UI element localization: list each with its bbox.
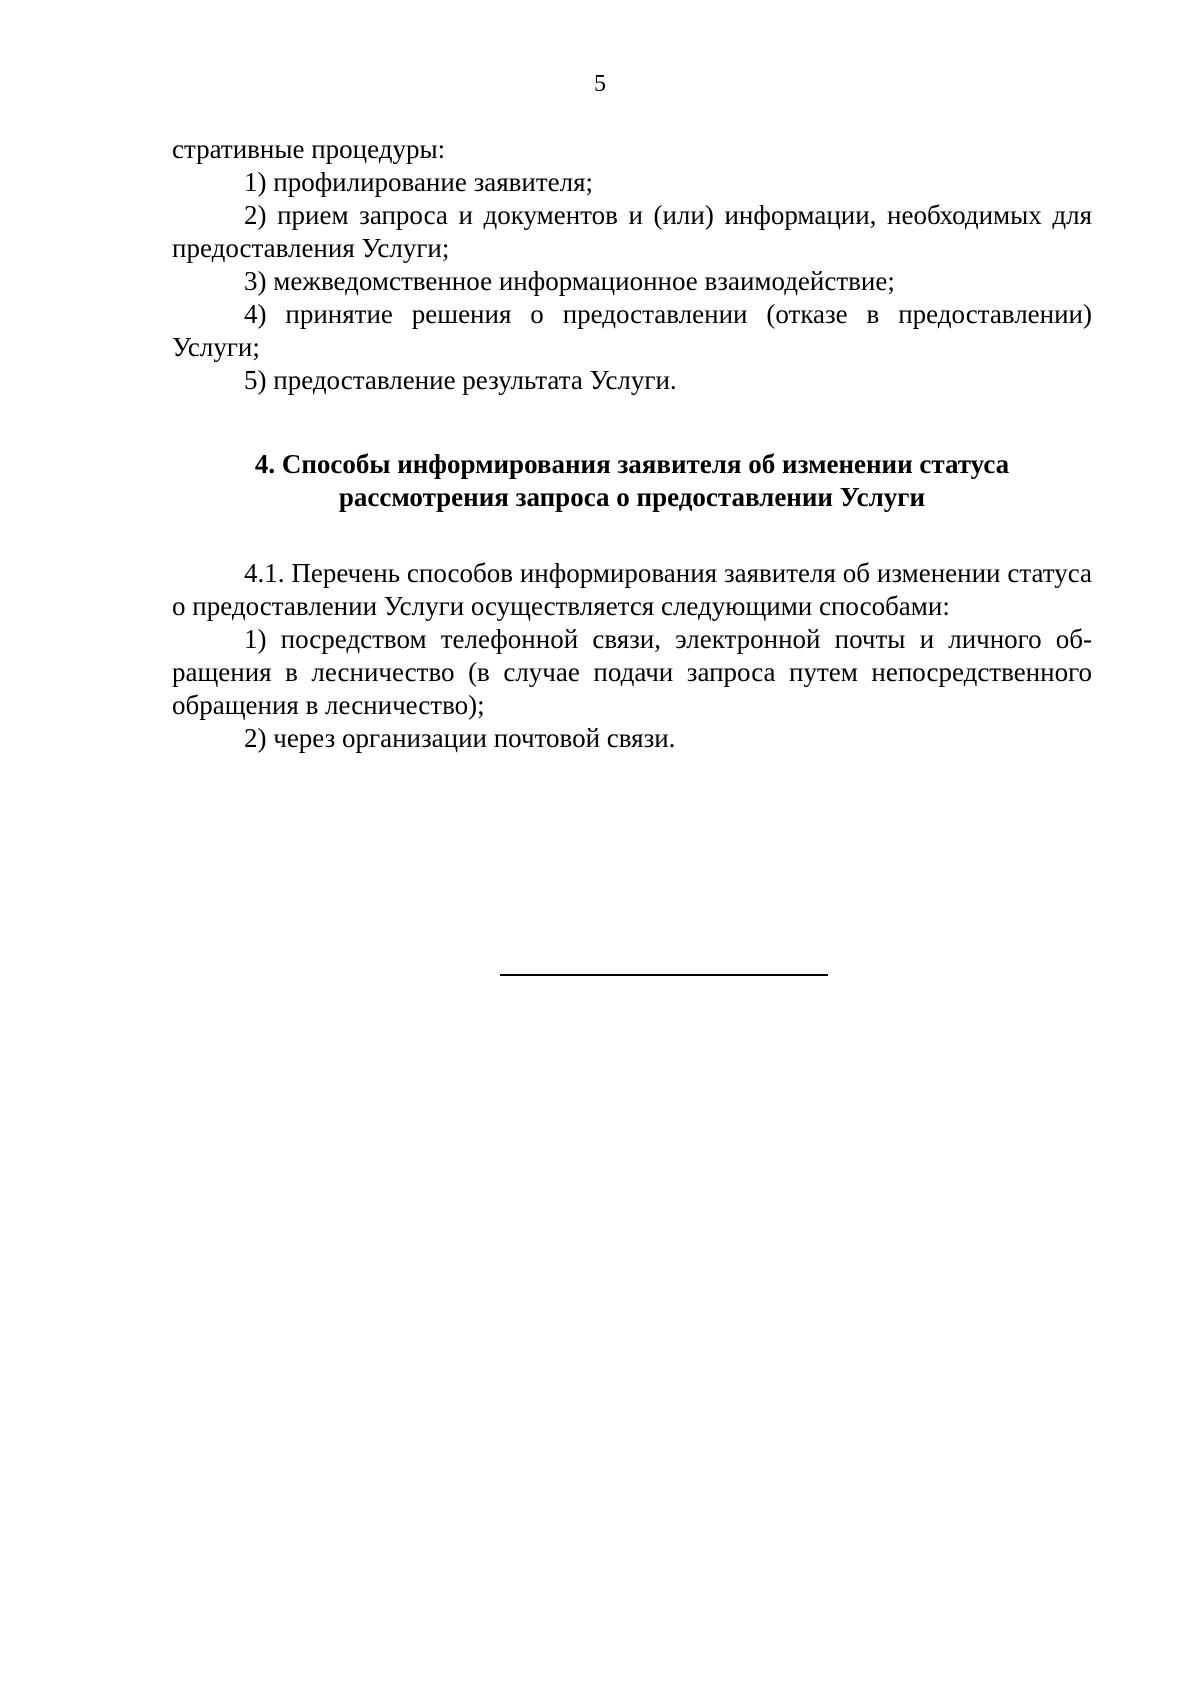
list-item: 1) профилирование заявителя; — [244, 167, 594, 197]
end-separator-line — [500, 974, 828, 976]
section-heading-line-2: рассмотрения запроса о предоставлении Услуги — [338, 482, 926, 512]
paragraph: 4.1. Перечень способов информирования заявителя об изменении статуса о предоставлении Услуги осуществляется следующими способами: — [172, 558, 1092, 621]
list-item: 3) межведомственное информационное взаимодействие; — [244, 266, 895, 296]
list-item: 2) через организации почтовой связи. — [244, 723, 676, 753]
page-number: 5 — [594, 71, 606, 97]
list-item: 4) принятие решения о предоставлении (отказе в предоставлении) Услуги; — [172, 299, 1092, 362]
document-body — [172, 133, 1092, 755]
list-item: 1) посредством телефонной связи, электронной почты и личного об-ращения в лесничество (в случае подачи запроса путем непосредственного обращения в лесничество); — [172, 624, 1092, 720]
paragraph-continuation: стративные процедуры: — [172, 134, 446, 164]
list-item: 2) прием запроса и документов и (или) информации, необходимых для предоставления Услуги; — [172, 200, 1092, 263]
section-heading-line-1: 4. Способы информирования заявителя об изменении статуса — [254, 449, 1010, 479]
section-heading — [172, 448, 1092, 514]
list-item: 5) предоставление результата Услуги. — [244, 365, 677, 395]
